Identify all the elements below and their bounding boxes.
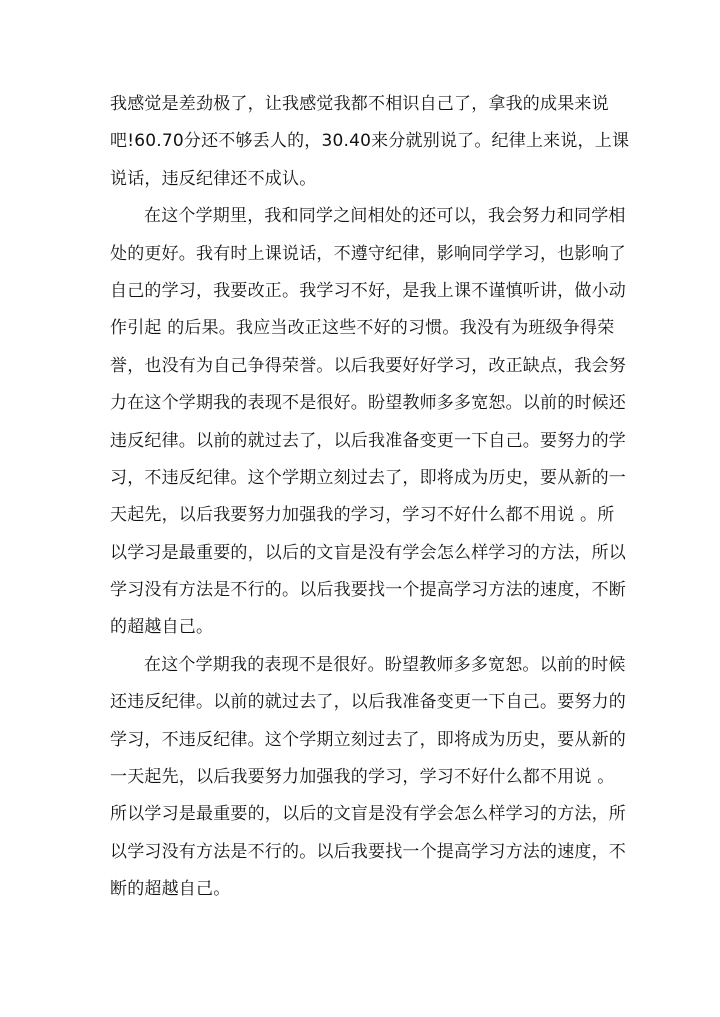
text-line: 一天起先，以后我要努力加强我的学习，学习不好什么都不用说 。 bbox=[110, 767, 615, 788]
text-line: 吧!60.70分还不够丢人的，30.40来分就别说了。纪律上来说，上课 bbox=[110, 131, 630, 152]
text-line: 学习没有方法是不行的。以后我要找一个提高学习方法的速度，不断 bbox=[110, 580, 626, 601]
text-line: 以学习是最重要的，以后的文盲是没有学会怎么样学习的方法，所以 bbox=[110, 542, 626, 563]
text-line: 天起先，以后我要努力加强我的学习，学习不好什么都不用说 。所 bbox=[110, 505, 615, 526]
paragraph-first-line: 在这个学期里，我和同学之间相处的还可以，我会努力和同学相 bbox=[144, 206, 626, 227]
text-line: 以学习没有方法是不行的。以后我要找一个提高学习方法的速度，不 bbox=[110, 841, 626, 862]
document-body bbox=[110, 86, 630, 909]
text-line: 断的超越自己。 bbox=[110, 879, 231, 900]
text-line: 违反纪律。以前的就过去了，以后我准备变更一下自己。要努力的学 bbox=[110, 430, 626, 451]
text-line: 处的更好。我有时上课说话，不遵守纪律，影响同学学习，也影响了 bbox=[110, 243, 626, 264]
text-line: 的超越自己。 bbox=[110, 617, 214, 638]
text-line: 说话，违反纪律还不成认。 bbox=[110, 168, 317, 189]
text-line: 我感觉是差劲极了，让我感觉我都不相识自己了，拿我的成果来说 bbox=[110, 94, 609, 114]
text-line: 力在这个学期我的表现不是很好。盼望教师多多宽恕。以前的时候还 bbox=[110, 393, 626, 414]
paragraph-first-line: 在这个学期我的表现不是很好。盼望教师多多宽恕。以前的时候 bbox=[144, 654, 626, 675]
text-line: 习，不违反纪律。这个学期立刻过去了，即将成为历史，要从新的一 bbox=[110, 467, 626, 488]
text-line: 学习，不违反纪律。这个学期立刻过去了，即将成为历史，要从新的 bbox=[110, 729, 626, 750]
text-line: 还违反纪律。以前的就过去了，以后我准备变更一下自己。要努力的 bbox=[110, 692, 626, 713]
text-line: 作引起 的后果。我应当改正这些不好的习惯。我没有为班级争得荣 bbox=[110, 318, 615, 339]
text-line: 誉，也没有为自己争得荣誉。以后我要好好学习，改正缺点，我会努 bbox=[110, 355, 626, 376]
text-line: 所以学习是最重要的，以后的文盲是没有学会怎么样学习的方法，所 bbox=[110, 804, 626, 825]
text-line: 自己的学习，我要改正。我学习不好，是我上课不谨慎听讲，做小动 bbox=[110, 280, 626, 301]
